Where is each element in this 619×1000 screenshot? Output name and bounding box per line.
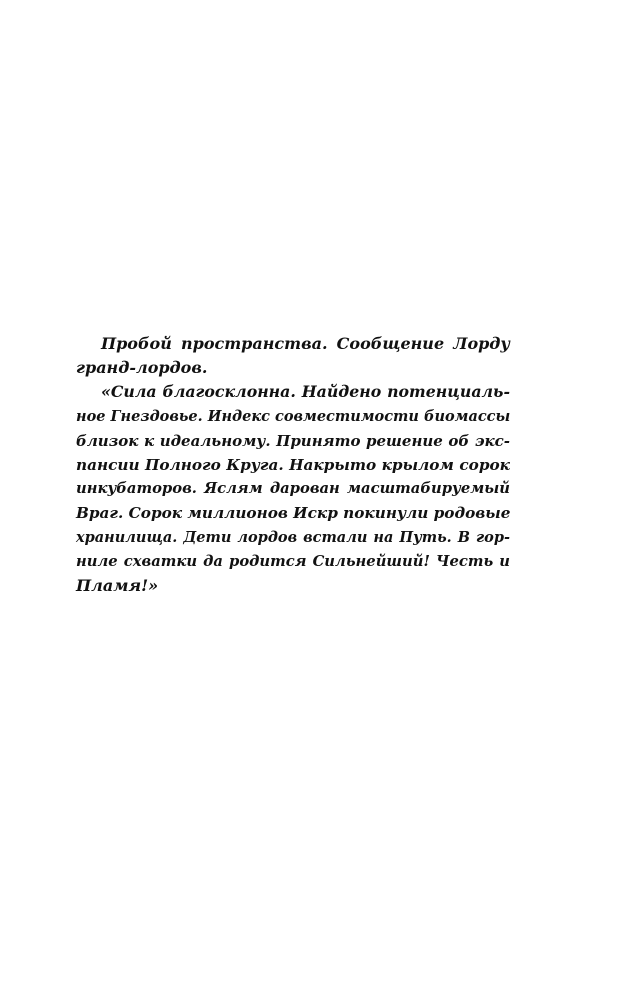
text-line: Пламя!» xyxy=(76,575,159,595)
text-line: инкубаторов. Яслям дарован масштабируемый xyxy=(76,480,510,498)
text-line: ное Гнездовье. Индекс совместимости биомассы xyxy=(76,407,511,425)
text-line: хранилища. Дети лордов встали на Путь. В гор- xyxy=(76,528,510,546)
text-line: близок к идеальному. Принято решение об экс- xyxy=(76,431,510,450)
text-line: пансии Полного Круга. Накрыто крылом сорок xyxy=(76,455,510,474)
text-line: гранд-лордов. xyxy=(76,358,208,378)
text-line: Пробой пространства. Сообщение Лорду xyxy=(101,334,510,353)
text-line: ниле схватки да родится Сильнейший! Честь и xyxy=(76,552,510,570)
text-line: «Сила благосклонна. Найдено потенциаль- xyxy=(101,382,510,402)
paragraph-1 xyxy=(76,332,510,380)
text-line: Враг. Сорок миллионов Искр покинули родовые xyxy=(76,504,511,523)
paragraph-2 xyxy=(76,380,510,598)
text-block xyxy=(76,332,510,598)
